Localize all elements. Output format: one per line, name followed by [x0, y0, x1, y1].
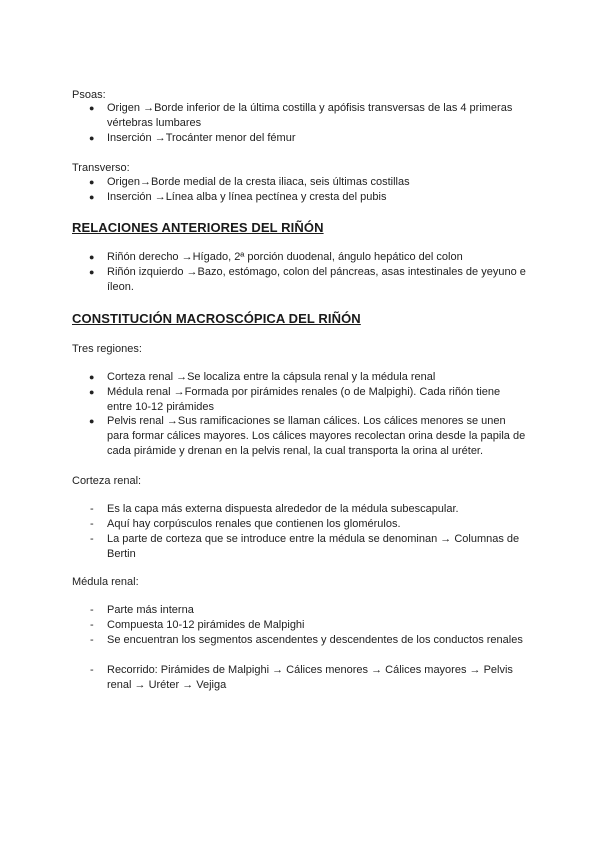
list-item: Corteza renal →Se localiza entre la cápsula renal y la médula renal — [107, 371, 436, 383]
list-item: Médula renal →Formada por pirámides renales (o de Malpighi). Cada riñón tiene entre 10-12 pirámides — [107, 386, 501, 413]
bullet-icon: ● — [89, 133, 95, 143]
list-item: Aquí hay corpúsculos renales que contienen los glomérulos. — [107, 518, 401, 530]
constitucion-intro: Tres regiones: — [72, 343, 142, 355]
corteza-title: Corteza renal: — [72, 475, 142, 487]
medula-title: Médula renal: — [72, 576, 139, 588]
dash-icon: - — [90, 503, 94, 515]
constitucion-heading: CONSTITUCIÓN MACROSCÓPICA DEL RIÑÓN — [72, 311, 361, 326]
list-item: La parte de corteza que se introduce entre la médula se denominan → Columnas de Bertin — [107, 533, 520, 560]
dash-icon: - — [90, 619, 94, 631]
transverso-title: Transverso: — [72, 162, 130, 174]
dash-icon: - — [90, 533, 94, 545]
relaciones-heading: RELACIONES ANTERIORES DEL RIÑÓN — [72, 220, 324, 235]
list-item: Origen →Borde inferior de la última costilla y apófisis transversas de las 4 primeras vértebras lumbares — [107, 102, 513, 129]
list-item: Riñón izquierdo →Bazo, estómago, colon del páncreas, asas intestinales de yeyuno e íleon. — [107, 266, 526, 293]
list-item: Recorrido: Pirámides de Malpighi → Cálices menores → Cálices mayores → Pelvis renal → Uréter → Vejiga — [107, 664, 513, 691]
list-item: Pelvis renal →Sus ramificaciones se llaman cálices. Los cálices menores se unen para formar cálices mayores. Los cálices mayores recolectan orina desde la papila de cada pirámide y drenan en la pelvis renal, la cual transporta la orina al uréter. — [107, 415, 526, 457]
list-item: Parte más interna — [107, 604, 194, 616]
list-item: Riñón derecho →Hígado, 2ª porción duodenal, ángulo hepático del colon — [107, 251, 463, 263]
bullet-icon: ● — [89, 252, 95, 262]
bullet-icon: ● — [89, 387, 95, 397]
bullet-icon: ● — [89, 192, 95, 202]
list-item: Se encuentran los segmentos ascendentes y descendentes de los conductos renales — [107, 634, 523, 646]
list-item: Inserción →Trocánter menor del fémur — [107, 132, 296, 144]
dash-icon: - — [90, 604, 94, 616]
bullet-icon: ● — [89, 372, 95, 382]
bullet-icon: ● — [89, 267, 95, 277]
list-item: Es la capa más externa dispuesta alrededor de la médula subescapular. — [107, 503, 459, 515]
bullet-icon: ● — [89, 416, 95, 426]
list-item: Inserción →Línea alba y línea pectínea y cresta del pubis — [107, 191, 387, 203]
list-item: Compuesta 10-12 pirámides de Malpighi — [107, 619, 305, 631]
dash-icon: - — [90, 518, 94, 530]
dash-icon: - — [90, 664, 94, 676]
bullet-icon: ● — [89, 177, 95, 187]
bullet-icon: ● — [89, 103, 95, 113]
list-item: Origen→Borde medial de la cresta iliaca, seis últimas costillas — [107, 176, 410, 188]
psoas-title: Psoas: — [72, 89, 106, 101]
dash-icon: - — [90, 634, 94, 646]
